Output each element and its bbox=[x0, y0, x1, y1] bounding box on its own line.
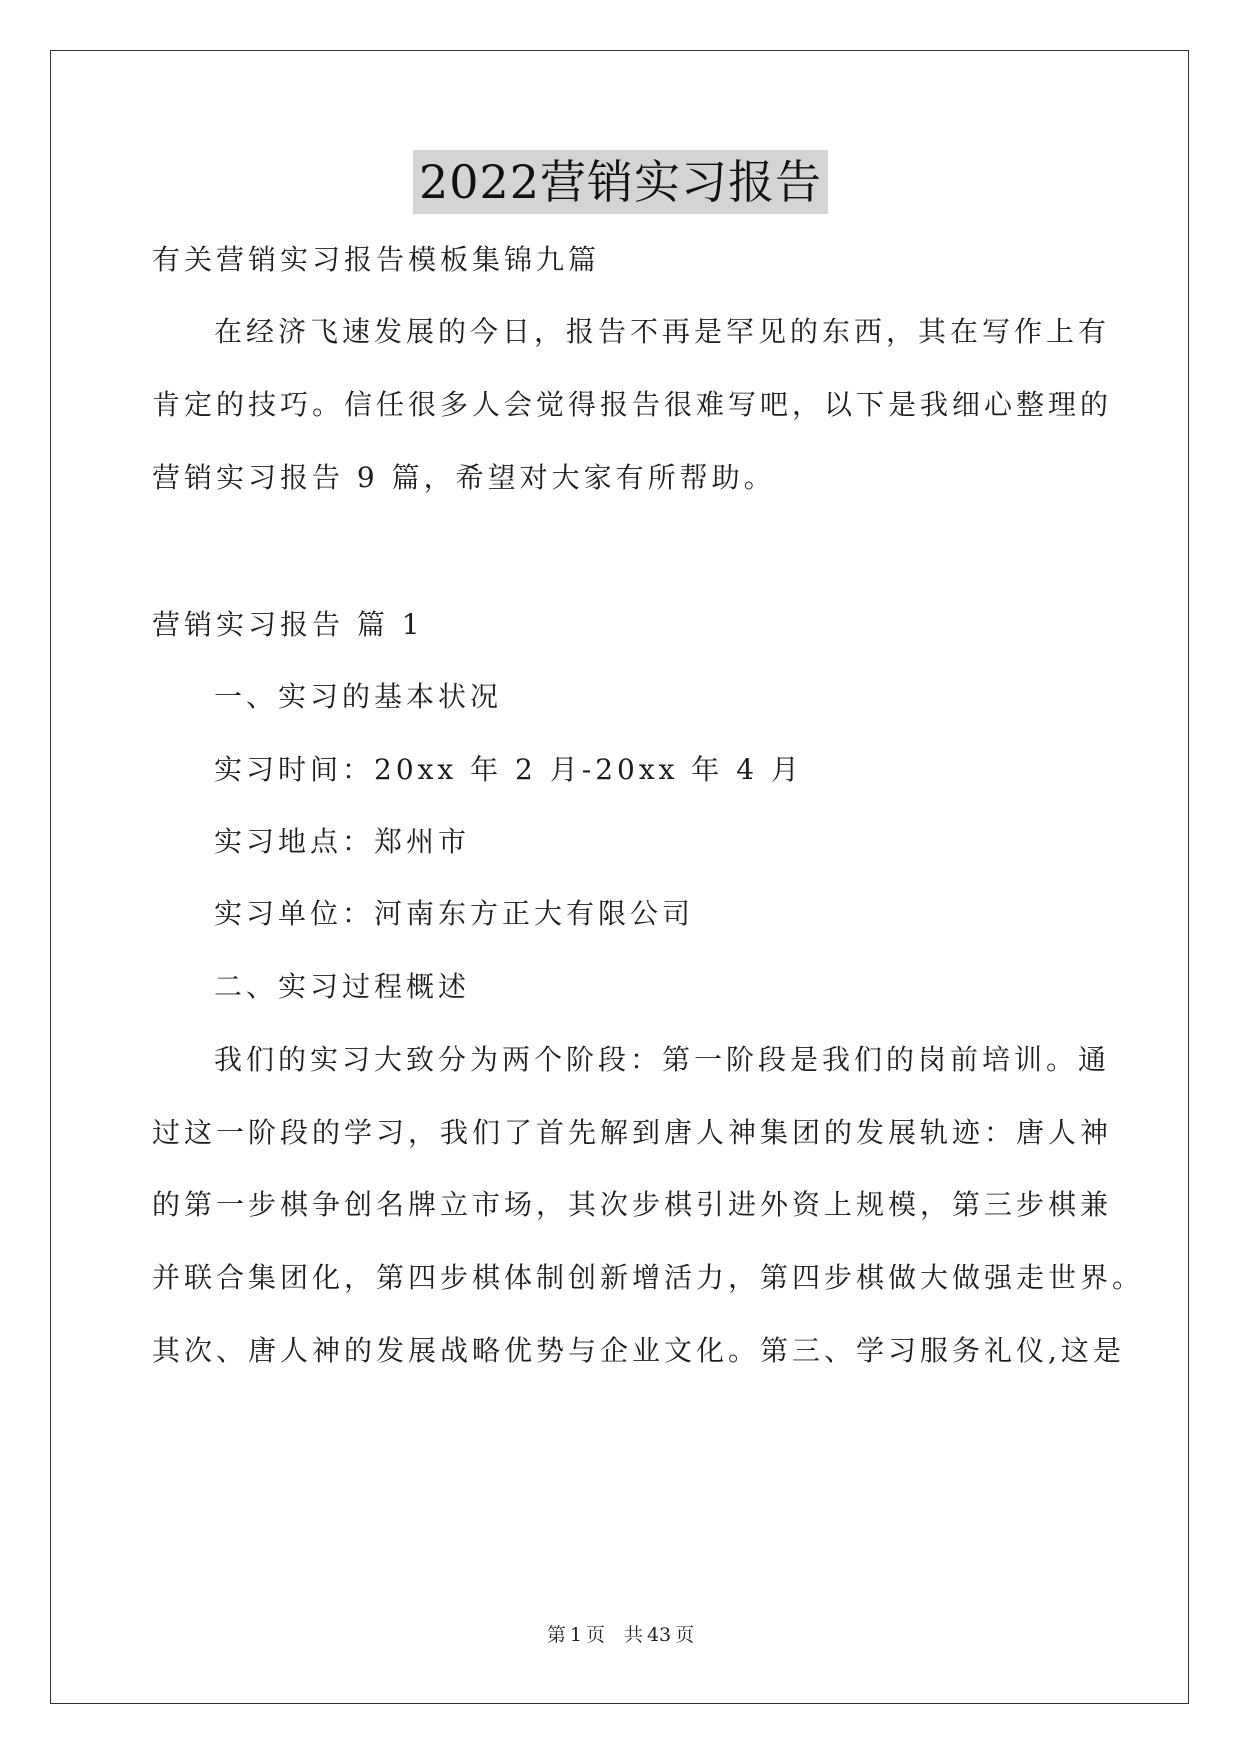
intro-line: 肯定的技巧。信任很多人会觉得报告很难写吧，以下是我细心整理的 bbox=[152, 388, 1113, 421]
body-line: 过这一阶段的学习，我们了首先解到唐人神集团的发展轨迹：唐人神 bbox=[152, 1116, 1113, 1149]
footer-page-prefix: 第 bbox=[546, 1624, 566, 1646]
page-footer bbox=[0, 1620, 1241, 1647]
footer-page-total: 43 bbox=[646, 1624, 672, 1646]
part1-heading: 一、实习的基本状况 bbox=[214, 680, 503, 713]
body-line: 并联合集团化，第四步棋体制创新增活力，第四步棋做大做强走世界。 bbox=[152, 1261, 1145, 1294]
document-subtitle: 有关营销实习报告模板集锦九篇 bbox=[152, 243, 601, 276]
footer-page-mid: 页 共 bbox=[585, 1624, 643, 1646]
section-heading: 营销实习报告 篇 1 bbox=[152, 608, 424, 641]
body-line: 其次、唐人神的发展战略优势与企业文化。第三、学习服务礼仪,这是 bbox=[152, 1334, 1125, 1367]
footer-page-suffix: 页 bbox=[675, 1624, 695, 1646]
page-border bbox=[50, 50, 1189, 1704]
part2-heading: 二、实习过程概述 bbox=[214, 970, 471, 1003]
body-line: 的第一步棋争创名牌立市场，其次步棋引进外资上规模，第三步棋兼 bbox=[152, 1188, 1113, 1221]
internship-place: 实习地点：郑州市 bbox=[214, 825, 471, 858]
intro-line: 营销实习报告 9 篇，希望对大家有所帮助。 bbox=[152, 461, 776, 494]
intro-line: 在经济飞速发展的今日，报告不再是罕见的东西，其在写作上有 bbox=[214, 315, 1111, 348]
internship-unit: 实习单位：河南东方正大有限公司 bbox=[214, 897, 695, 930]
footer-page-number: 1 bbox=[569, 1624, 582, 1646]
body-line: 我们的实习大致分为两个阶段：第一阶段是我们的岗前培训。通 bbox=[214, 1043, 1111, 1076]
title-wrap bbox=[0, 150, 1241, 214]
document-title: 2022营销实习报告 bbox=[413, 150, 828, 214]
internship-time: 实习时间：20xx 年 2 月-20xx 年 4 月 bbox=[214, 753, 803, 786]
